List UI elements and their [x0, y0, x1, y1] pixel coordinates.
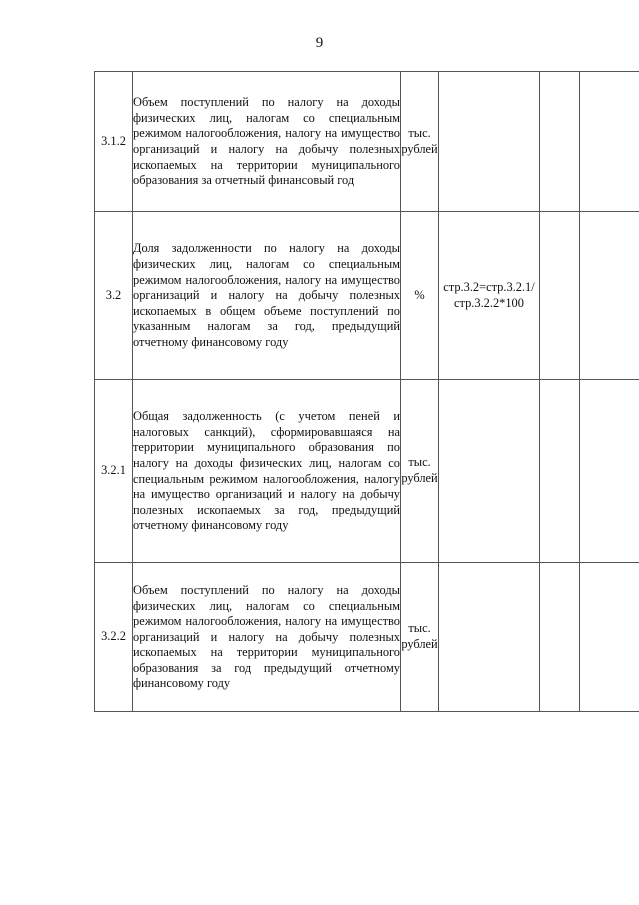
row-code: 3.2.1 [95, 380, 133, 563]
row-formula: стр.3.2=стр.3.2.1/стр.3.2.2*100 [439, 212, 540, 380]
table-row [95, 563, 639, 712]
row-value-cell [540, 563, 580, 712]
row-value-cell [580, 72, 639, 212]
row-code: 3.1.2 [95, 72, 133, 212]
row-formula [439, 380, 540, 563]
row-description [133, 563, 401, 712]
row-value-cell [540, 212, 580, 380]
row-value-cell [580, 380, 639, 563]
row-description-text: Объем поступлений по налогу на доходы физических лиц, налогам со специальным режимом налогообложения, налогу на имущество организаций и налогу на добычу полезных ископаемых на территории муниципального образования за отчетный финансовый год [133, 95, 400, 188]
row-code: 3.2.2 [95, 563, 133, 712]
row-unit: тыс. рублей [401, 563, 439, 712]
row-description-text: Объем поступлений по налогу на доходы физических лиц, налогам со специальным режимом налогообложения, налогу на имущество организаций и налогу на добычу полезных ископаемых на территории муниципального образования за год предыдущий отчетному финансовому году [133, 582, 400, 691]
row-value-cell [580, 212, 639, 380]
row-value-cell [540, 380, 580, 563]
row-description-text: Доля задолженности по налогу на доходы физических лиц, налогам со специальным режимом налогообложения, налогу на имущество организаций и налогу на добычу полезных ископаемых в общем объеме поступлений по указанным налогам за год, предыдущий отчетному финансовому году [133, 241, 400, 349]
row-value-cell [580, 563, 639, 712]
row-unit: % [401, 212, 439, 380]
row-code: 3.2 [95, 212, 133, 380]
table-row [95, 212, 639, 380]
row-formula [439, 72, 540, 212]
row-description [133, 212, 401, 380]
row-description [133, 380, 401, 563]
row-unit: тыс. рублей [401, 72, 439, 212]
table-row [95, 72, 639, 212]
row-description-text: Общая задолженность (с учетом пеней и налоговых санкций), сформировавшаяся на территории муниципального образования по налогу на доходы физических лиц, налогам со специальным режимом налогообложения, налогу на имущество организаций и налогу на добычу полезных ископаемых за год, предыдущий отчетному финансовому году [133, 409, 400, 533]
row-value-cell [540, 72, 580, 212]
row-formula [439, 563, 540, 712]
row-description [133, 72, 401, 212]
page-number: 9 [315, 35, 324, 51]
table-row [95, 380, 639, 563]
indicators-table [94, 71, 639, 712]
row-unit: тыс. рублей [401, 380, 439, 563]
